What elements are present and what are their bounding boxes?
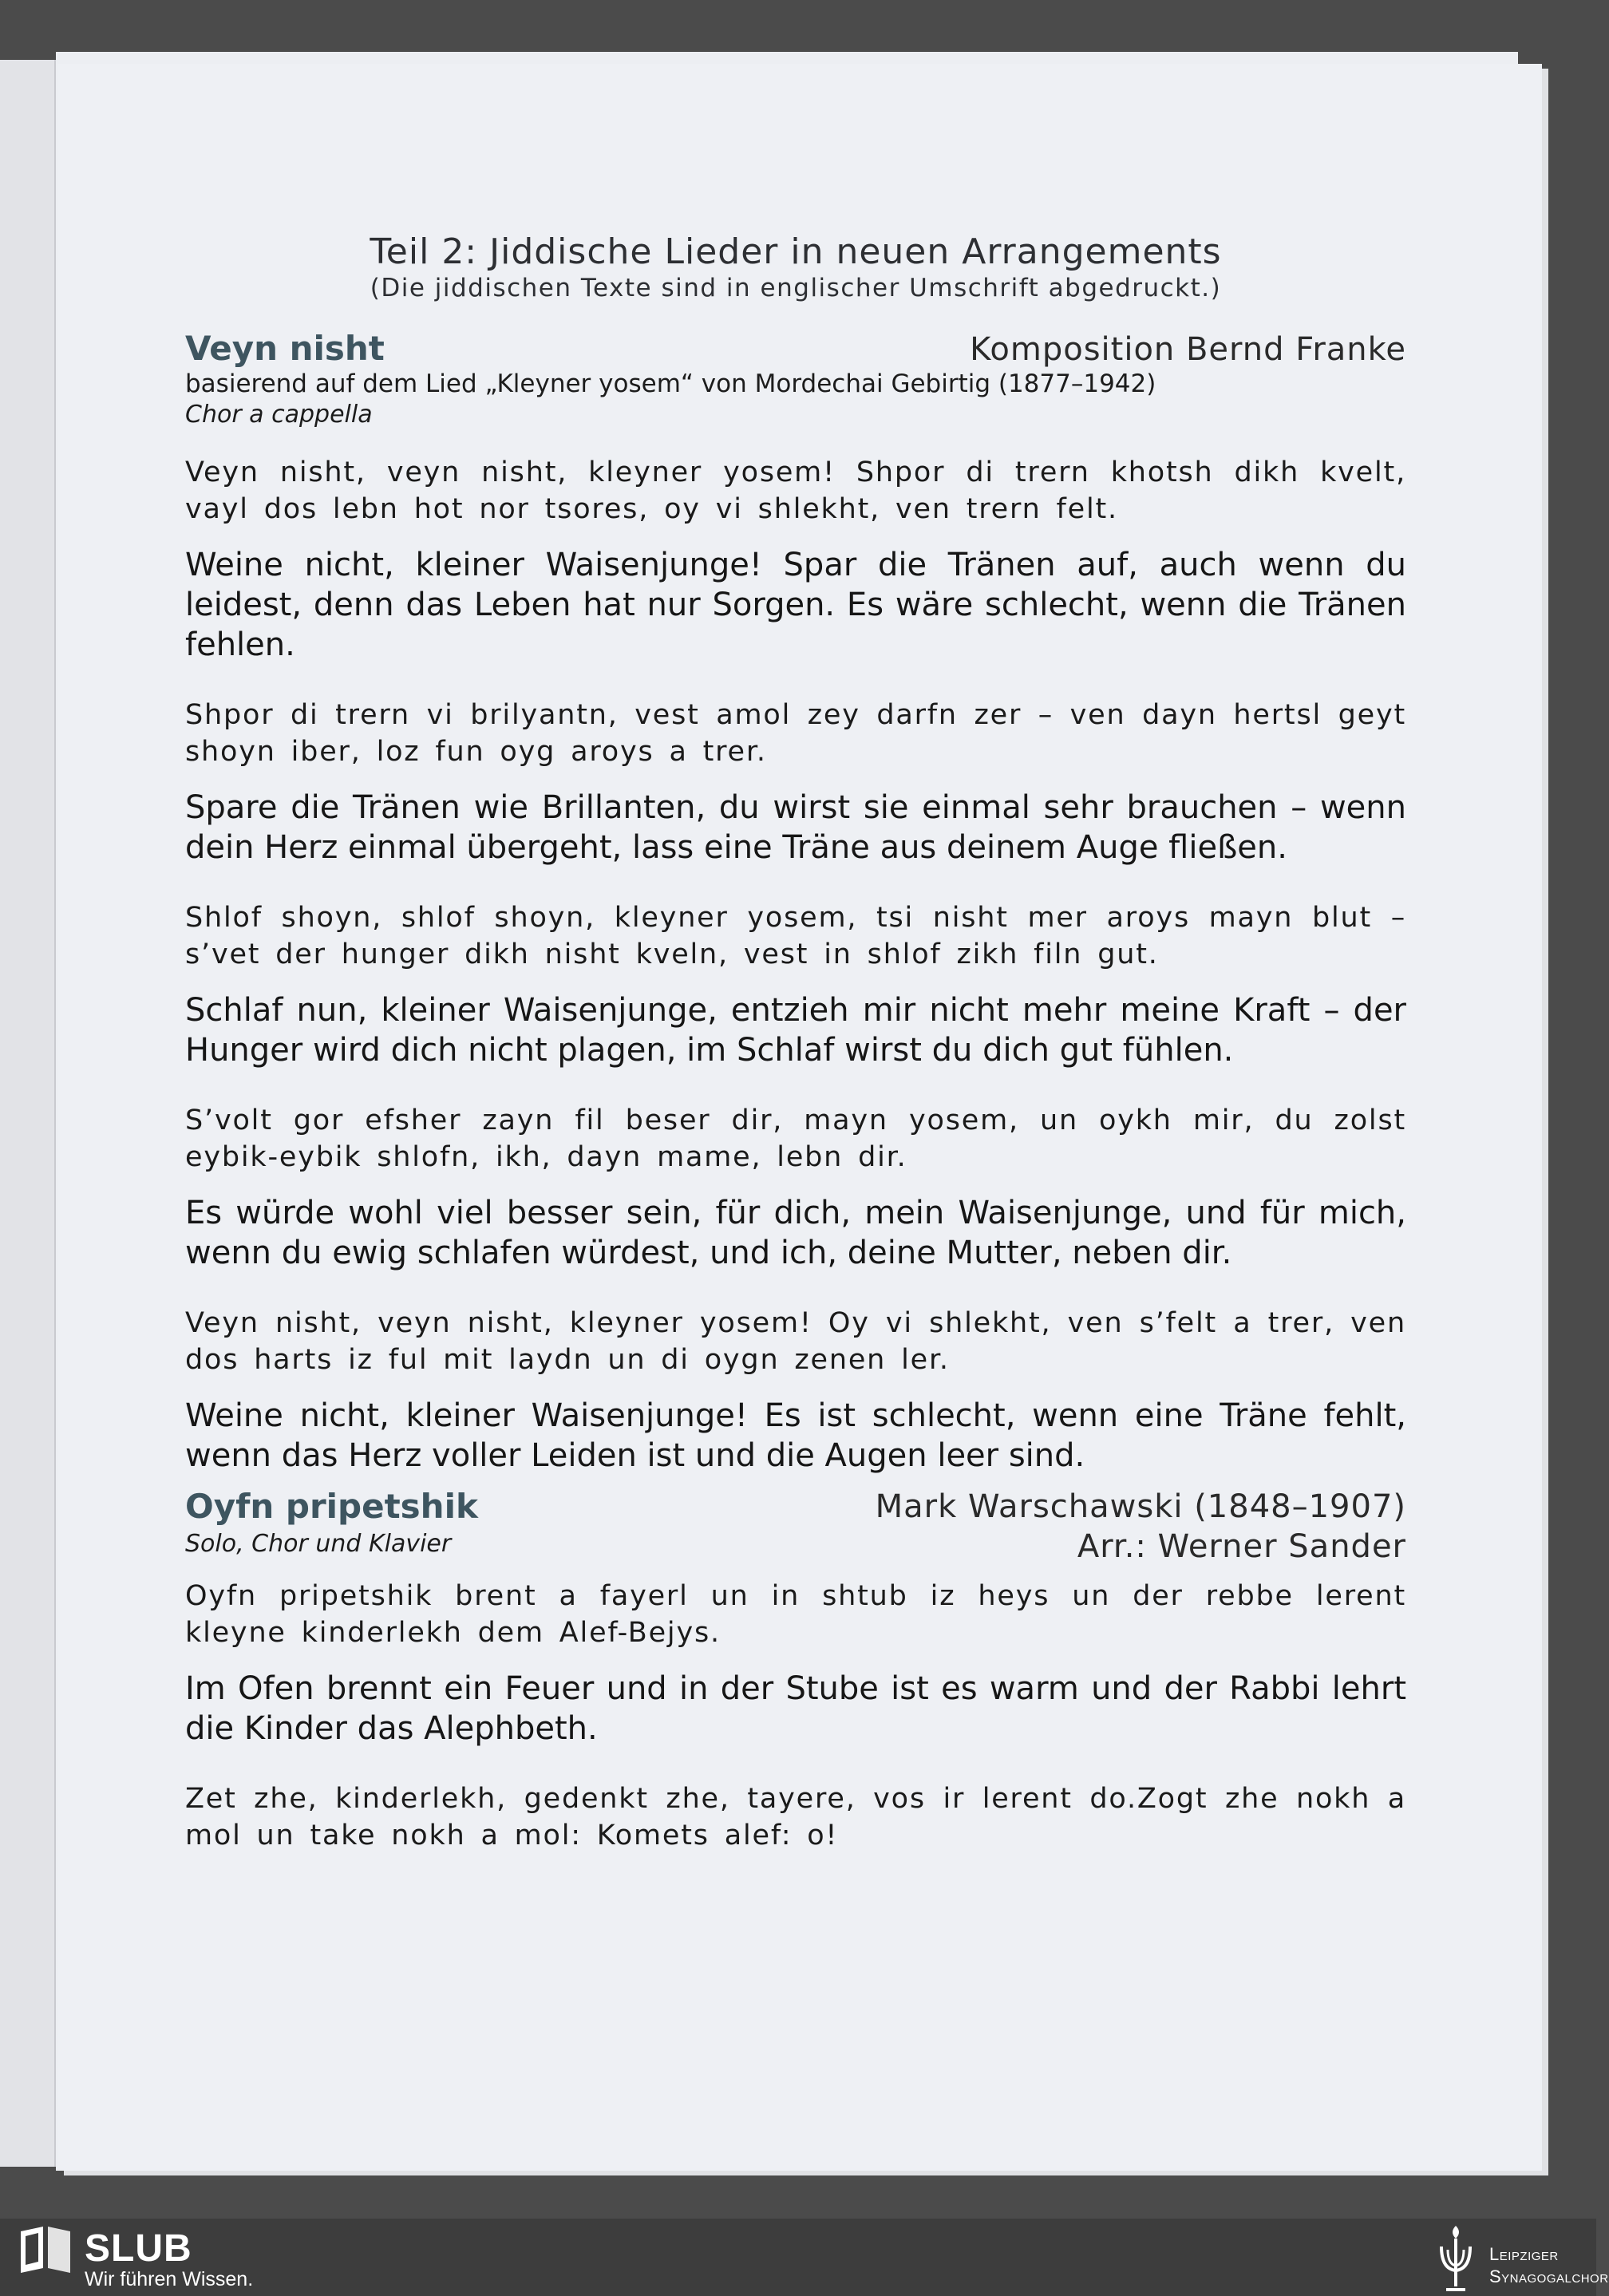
page-content	[185, 231, 1406, 1871]
slub-book-icon	[18, 2223, 73, 2274]
song2-title: Oyfn pripetshik	[185, 1487, 478, 1526]
song1-stanza5-yiddish: Veyn nisht, veyn nisht, kleyner yosem! Oy vi shlekht, ven s’felt a trer, ven dos harts iz ful mit laydn un di oygn zenen ler.	[185, 1307, 1406, 1376]
song2-form: Solo, Chor und Klavier	[185, 1530, 452, 1558]
song1-form: Chor a cappella	[185, 401, 373, 429]
song1-header	[185, 329, 1406, 368]
song1-stanza4-german: Es würde wohl viel besser sein, für dich, mein Waisenjunge, und für mich, wenn du ewig schlafen würdest, und ich, deine Mutter, neben dir.	[185, 1195, 1406, 1271]
song2-composer: Mark Warschawski (1848–1907)	[875, 1488, 1406, 1525]
slub-claim: Wir führen Wissen.	[85, 2268, 254, 2290]
song2-stanza1-german: Im Ofen brennt ein Feuer und in der Stube ist es warm und der Rabbi lehrt die Kinder das Alephbeth.	[185, 1670, 1406, 1747]
song1-based-on: basierend auf dem Lied „Kleyner yosem“ von Mordechai Gebirtig (1877–1942)	[185, 369, 1156, 398]
song1-stanza1-german: Weine nicht, kleiner Waisenjunge! Spar die Tränen auf, auch wenn du leidest, denn das Leben hat nur Sorgen. Es wäre schlecht, wenn die Tränen fehlen.	[185, 547, 1406, 663]
song2-header-right	[876, 1487, 1406, 1567]
part-title: Teil 2: Jiddische Lieder in neuen Arrangements	[370, 231, 1222, 272]
song2-arranger: Arr.: Werner Sander	[1077, 1528, 1406, 1565]
song1-stanza3-yiddish: Shlof shoyn, shlof shoyn, kleyner yosem, tsi nisht mer aroys mayn blut – s’vet der hunger dikh nisht kveln, vest in shlof zikh filn gut.	[185, 902, 1406, 970]
left-page-edge	[0, 60, 56, 2167]
choir-name-line1: Leipziger	[1489, 2244, 1559, 2264]
choir-name-line2: Synagogalchor	[1489, 2266, 1609, 2286]
song1-stanza1-yiddish: Veyn nisht, veyn nisht, kleyner yosem! Shpor di trern khotsh dikh kvelt, vayl dos lebn hot nor tsores, oy vi shlekht, ven trern felt.	[185, 456, 1406, 525]
part-subtitle: (Die jiddischen Texte sind in englischer Umschrift abgedruckt.)	[370, 274, 1222, 302]
song1-stanza2-german: Spare die Tränen wie Brillanten, du wirst sie einmal sehr brauchen – wenn dein Herz einmal übergeht, lass eine Träne aus deinem Auge fließen.	[185, 789, 1406, 866]
menorah-icon	[1430, 2223, 1481, 2294]
song2-header-left	[185, 1487, 478, 1563]
song1-stanza2-yiddish: Shpor di trern vi brilyantn, vest amol zey darfn zer – ven dayn hertsl geyt shoyn iber, loz fun oyg aroys a trer.	[185, 699, 1406, 768]
song1-composer: Komposition Bernd Franke	[970, 331, 1406, 368]
song2-header	[185, 1487, 1406, 1567]
booklet-page	[57, 64, 1542, 2171]
song2-stanza1-yiddish: Oyfn pripetshik brent a fayerl un in shtub iz heys un der rebbe lerent kleyne kinderlekh dem Alef-Bejys.	[185, 1580, 1406, 1649]
slub-name: SLUB	[85, 2227, 192, 2270]
song1-stanza3-german: Schlaf nun, kleiner Waisenjunge, entzieh mir nicht mehr meine Kraft – der Hunger wird dich nicht plagen, im Schlaf wirst du dich gut fühlen.	[185, 992, 1406, 1069]
song1-stanza4-yiddish: S’volt gor efsher zayn fil beser dir, mayn yosem, un oykh mir, du zolst eybik-eybik shlofn, ikh, dayn mame, lebn dir.	[185, 1105, 1406, 1173]
song1-stanza5-german: Weine nicht, kleiner Waisenjunge! Es ist schlecht, wenn eine Träne fehlt, wenn das Herz voller Leiden ist und die Augen leer sind.	[185, 1397, 1406, 1474]
song1-title: Veyn nisht	[185, 329, 385, 368]
song2-stanza2-yiddish: Zet zhe, kinderlekh, gedenkt zhe, tayere, vos ir lerent do.Zogt zhe nokh a mol un take nokh a mol: Komets alef: o!	[185, 1783, 1406, 1851]
